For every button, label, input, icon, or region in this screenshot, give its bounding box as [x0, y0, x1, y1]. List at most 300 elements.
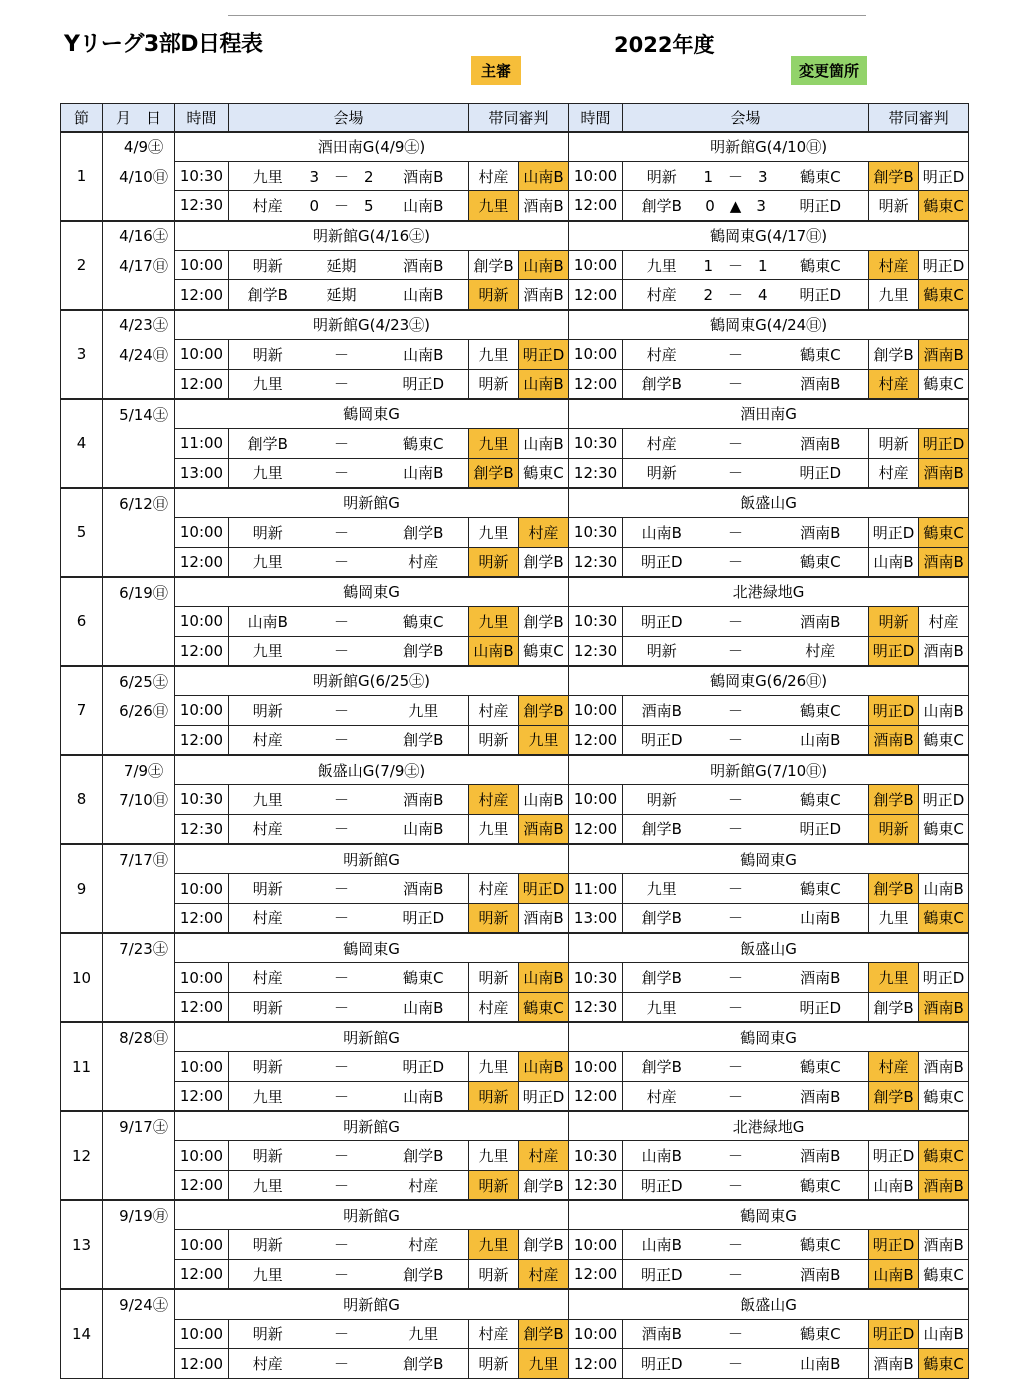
match-score: 1 － 1 [693, 250, 779, 280]
match-time: 10:00 [175, 517, 229, 547]
referee-2: 鶴東C [519, 636, 569, 666]
match-row [61, 1349, 969, 1379]
away-team: 鶴東C [385, 607, 469, 637]
away-team: 明正D [779, 814, 869, 844]
match-time: 10:00 [569, 785, 623, 815]
col-setsu: 節 [61, 104, 103, 132]
match-time: 10:00 [175, 1052, 229, 1082]
venue-right: 飯盛山G [569, 488, 969, 518]
match-time: 13:00 [175, 458, 229, 488]
home-team: 山南B [623, 1230, 693, 1260]
away-team: 酒南B [385, 250, 469, 280]
away-team: 酒南B [385, 874, 469, 904]
col-venue-left: 会場 [229, 104, 469, 132]
away-team: 酒南B [779, 607, 869, 637]
match-time: 12:00 [175, 1349, 229, 1379]
away-team: 山南B [385, 1082, 469, 1112]
away-team: 鶴東C [779, 696, 869, 726]
referee-2: 山南B [519, 785, 569, 815]
home-team: 創学B [229, 280, 299, 310]
venue-left: 明新館G [175, 1289, 569, 1319]
referee-2: 村産 [919, 607, 969, 637]
match-score: 2 － 4 [693, 280, 779, 310]
home-team: 明新 [229, 874, 299, 904]
match-score: － [693, 814, 779, 844]
venue-left: 明新館G [175, 1022, 569, 1052]
match-row [61, 785, 969, 815]
match-row [61, 963, 969, 993]
away-team: 村産 [779, 636, 869, 666]
home-team: 明新 [623, 636, 693, 666]
referee-1: 明新 [469, 1349, 519, 1379]
round-venue-row [61, 1022, 969, 1052]
referee-1: 明新 [469, 369, 519, 399]
referee-1: 九里 [869, 963, 919, 993]
venue-right: 鶴岡東G [569, 844, 969, 874]
venue-left: 明新館G [175, 488, 569, 518]
match-score: － [693, 1319, 779, 1349]
referee-2: 山南B [519, 428, 569, 458]
round-date-1: 7/17㊐ [103, 844, 175, 874]
match-time: 10:00 [175, 607, 229, 637]
away-team: 酒南B [779, 963, 869, 993]
match-row [61, 547, 969, 577]
away-team: 鶴東C [779, 1319, 869, 1349]
away-team: 明正D [779, 458, 869, 488]
round-date-2: 6/26㊐ [103, 696, 175, 726]
round-date-2 [103, 963, 175, 993]
referee-2: 酒南B [519, 280, 569, 310]
match-score: － [693, 1260, 779, 1290]
away-team: 明正D [779, 191, 869, 221]
match-score: － [693, 517, 779, 547]
match-score: － [299, 1260, 385, 1290]
match-score: － [693, 428, 779, 458]
match-time: 12:30 [569, 1171, 623, 1201]
match-score: － [299, 458, 385, 488]
top-rule [228, 15, 866, 16]
referee-2: 酒南B [919, 547, 969, 577]
match-score: 0 － 5 [299, 191, 385, 221]
match-score: － [693, 636, 779, 666]
home-team: 明新 [229, 1141, 299, 1171]
away-team: 酒南B [385, 785, 469, 815]
referee-2: 明正D [519, 339, 569, 369]
match-time: 10:30 [175, 161, 229, 191]
match-time: 12:00 [175, 725, 229, 755]
referee-2: 鶴東C [519, 458, 569, 488]
match-score: － [299, 1082, 385, 1112]
match-time: 12:30 [175, 191, 229, 221]
col-time-right: 時間 [569, 104, 623, 132]
match-score: － [693, 1141, 779, 1171]
round-date-2 [103, 1052, 175, 1082]
venue-left: 明新館G(4/16㊏) [175, 221, 569, 251]
referee-2: 明正D [919, 250, 969, 280]
venue-right: 酒田南G [569, 399, 969, 429]
match-score: － [299, 814, 385, 844]
referee-1: 創学B [869, 339, 919, 369]
referee-2: 山南B [519, 1052, 569, 1082]
referee-1: 酒南B [869, 725, 919, 755]
match-time: 10:30 [175, 785, 229, 815]
referee-2: 鶴東C [919, 903, 969, 933]
away-team: 鶴東C [779, 547, 869, 577]
match-score: － [693, 874, 779, 904]
match-row [61, 517, 969, 547]
round-date-1: 7/23㊏ [103, 933, 175, 963]
match-time: 12:00 [175, 1082, 229, 1112]
round-date-1: 4/16㊏ [103, 221, 175, 251]
match-time: 12:00 [569, 725, 623, 755]
referee-2: 村産 [519, 1141, 569, 1171]
match-row [61, 1171, 969, 1201]
referee-1: 山南B [869, 547, 919, 577]
match-row [61, 874, 969, 904]
referee-1: 九里 [469, 1230, 519, 1260]
referee-2: 創学B [519, 547, 569, 577]
home-team: 九里 [229, 1260, 299, 1290]
home-team: 九里 [229, 369, 299, 399]
referee-2: 鶴東C [919, 191, 969, 221]
home-team: 明新 [229, 1319, 299, 1349]
match-score: － [299, 1319, 385, 1349]
home-team: 村産 [623, 428, 693, 458]
match-time: 12:00 [175, 903, 229, 933]
away-team: 創学B [385, 1141, 469, 1171]
home-team: 明正D [623, 1260, 693, 1290]
referee-1: 明新 [869, 428, 919, 458]
round-date-1: 6/25㊏ [103, 666, 175, 696]
round-date-2 [103, 517, 175, 547]
match-score: － [299, 992, 385, 1022]
venue-right: 明新館G(4/10㊐) [569, 132, 969, 162]
away-team: 明正D [385, 903, 469, 933]
match-score: － [299, 1171, 385, 1201]
round-venue-row [61, 844, 969, 874]
referee-1: 九里 [869, 280, 919, 310]
referee-2: 山南B [919, 696, 969, 726]
referee-2: 酒南B [519, 191, 569, 221]
referee-1: 九里 [469, 1141, 519, 1171]
home-team: 創学B [623, 1052, 693, 1082]
home-team: 明正D [623, 547, 693, 577]
venue-right: 飯盛山G [569, 1289, 969, 1319]
match-score: 延期 [299, 250, 385, 280]
venue-left: 鶴岡東G [175, 577, 569, 607]
round-venue-row [61, 1289, 969, 1319]
match-score: － [299, 1052, 385, 1082]
round-date-3 [103, 814, 175, 844]
referee-1: 明正D [869, 636, 919, 666]
venue-left: 鶴岡東G [175, 399, 569, 429]
match-score: － [299, 696, 385, 726]
round-date-2 [103, 874, 175, 904]
home-team: 創学B [623, 963, 693, 993]
match-row [61, 1230, 969, 1260]
home-team: 明新 [229, 992, 299, 1022]
away-team: 鶴東C [779, 1052, 869, 1082]
home-team: 九里 [229, 547, 299, 577]
match-score: － [299, 874, 385, 904]
round-date-3 [103, 636, 175, 666]
match-row [61, 280, 969, 310]
referee-1: 明正D [869, 696, 919, 726]
referee-1: 九里 [469, 607, 519, 637]
referee-2: 酒南B [919, 1052, 969, 1082]
match-score: － [693, 607, 779, 637]
match-time: 10:30 [569, 428, 623, 458]
venue-left: 酒田南G(4/9㊏) [175, 132, 569, 162]
home-team: 明新 [623, 161, 693, 191]
away-team: 山南B [385, 191, 469, 221]
away-team: 創学B [385, 636, 469, 666]
home-team: 明新 [229, 1230, 299, 1260]
venue-right: 鶴岡東G(4/24㊐) [569, 310, 969, 340]
home-team: 村産 [623, 1082, 693, 1112]
referee-1: 明正D [869, 517, 919, 547]
round-date-2 [103, 1319, 175, 1349]
away-team: 鶴東C [779, 1171, 869, 1201]
referee-1: 九里 [469, 814, 519, 844]
match-score: － [693, 903, 779, 933]
match-time: 10:00 [569, 161, 623, 191]
away-team: 村産 [385, 547, 469, 577]
home-team: 村産 [623, 280, 693, 310]
away-team: 山南B [385, 280, 469, 310]
referee-1: 九里 [469, 428, 519, 458]
referee-1: 村産 [869, 1052, 919, 1082]
home-team: 創学B [229, 428, 299, 458]
round-venue-row [61, 132, 969, 162]
match-score: － [299, 607, 385, 637]
referee-2: 山南B [919, 874, 969, 904]
referee-2: 創学B [519, 1171, 569, 1201]
round-number: 1 [61, 132, 103, 221]
referee-1: 明新 [469, 547, 519, 577]
referee-2: 九里 [519, 725, 569, 755]
referee-1: 明新 [469, 1260, 519, 1290]
away-team: 山南B [385, 339, 469, 369]
round-date-3 [103, 369, 175, 399]
match-time: 11:00 [175, 428, 229, 458]
venue-right: 明新館G(7/10㊐) [569, 755, 969, 785]
away-team: 鶴東C [385, 963, 469, 993]
away-team: 創学B [385, 517, 469, 547]
referee-2: 創学B [519, 607, 569, 637]
schedule-table [60, 103, 969, 1379]
referee-2: 鶴東C [919, 725, 969, 755]
home-team: 九里 [229, 785, 299, 815]
match-score: － [299, 785, 385, 815]
season-year: 2022年度 [614, 33, 715, 57]
away-team: 山南B [779, 903, 869, 933]
venue-right: 鶴岡東G [569, 1200, 969, 1230]
match-score: － [299, 1349, 385, 1379]
match-time: 10:00 [569, 1319, 623, 1349]
col-time-left: 時間 [175, 104, 229, 132]
round-date-3 [103, 1171, 175, 1201]
round-number: 5 [61, 488, 103, 577]
round-venue-row [61, 1200, 969, 1230]
match-row [61, 339, 969, 369]
match-time: 12:00 [175, 369, 229, 399]
referee-1: 創学B [869, 1082, 919, 1112]
match-row [61, 191, 969, 221]
match-row [61, 725, 969, 755]
match-row [61, 607, 969, 637]
match-score: － [693, 1082, 779, 1112]
away-team: 酒南B [779, 1082, 869, 1112]
away-team: 酒南B [779, 1260, 869, 1290]
home-team: 村産 [229, 191, 299, 221]
home-team: 九里 [229, 636, 299, 666]
round-date-2: 7/10㊐ [103, 785, 175, 815]
home-team: 明新 [229, 339, 299, 369]
venue-right: 北港緑地G [569, 1111, 969, 1141]
round-date-2: 4/17㊐ [103, 250, 175, 280]
away-team: 山南B [385, 992, 469, 1022]
round-venue-row [61, 755, 969, 785]
referee-1: 明正D [869, 1319, 919, 1349]
match-row [61, 1082, 969, 1112]
match-row [61, 161, 969, 191]
round-date-1: 9/24㊏ [103, 1289, 175, 1319]
away-team: 創学B [385, 725, 469, 755]
home-team: 明新 [229, 696, 299, 726]
referee-2: 山南B [519, 250, 569, 280]
referee-2: 明正D [919, 428, 969, 458]
home-team: 創学B [623, 903, 693, 933]
match-time: 10:00 [175, 339, 229, 369]
referee-2: 酒南B [919, 458, 969, 488]
home-team: 明新 [229, 1052, 299, 1082]
away-team: 創学B [385, 1349, 469, 1379]
match-score: 3 － 2 [299, 161, 385, 191]
referee-1: 山南B [469, 636, 519, 666]
venue-right: 鶴岡東G [569, 1022, 969, 1052]
match-score: － [299, 517, 385, 547]
referee-1: 九里 [869, 903, 919, 933]
match-row [61, 992, 969, 1022]
referee-1: 明新 [469, 1082, 519, 1112]
referee-2: 鶴東C [919, 1349, 969, 1379]
match-score: 延期 [299, 280, 385, 310]
round-number: 6 [61, 577, 103, 666]
match-time: 12:30 [569, 992, 623, 1022]
venue-left: 明新館G(6/25㊏) [175, 666, 569, 696]
round-venue-row [61, 399, 969, 429]
match-time: 10:00 [569, 339, 623, 369]
referee-1: 明新 [869, 191, 919, 221]
match-time: 10:00 [175, 963, 229, 993]
referee-1: 村産 [469, 874, 519, 904]
round-date-3 [103, 458, 175, 488]
referee-2: 山南B [519, 963, 569, 993]
match-time: 12:30 [569, 636, 623, 666]
round-venue-row [61, 221, 969, 251]
round-date-3 [103, 547, 175, 577]
referee-2: 鶴東C [919, 1082, 969, 1112]
match-time: 12:30 [569, 547, 623, 577]
away-team: 鶴東C [779, 161, 869, 191]
round-date-1: 4/9㊏ [103, 132, 175, 162]
referee-2: 創学B [519, 1319, 569, 1349]
match-time: 10:00 [569, 1052, 623, 1082]
away-team: 山南B [779, 1349, 869, 1379]
match-time: 10:00 [175, 250, 229, 280]
referee-1: 明正D [869, 1141, 919, 1171]
referee-2: 鶴東C [919, 1141, 969, 1171]
round-number: 7 [61, 666, 103, 755]
match-row [61, 369, 969, 399]
referee-1: 村産 [869, 458, 919, 488]
match-score: － [299, 725, 385, 755]
venue-left: 明新館G(4/23㊏) [175, 310, 569, 340]
round-date-3 [103, 992, 175, 1022]
col-ref-left: 帯同審判 [469, 104, 569, 132]
home-team: 村産 [623, 339, 693, 369]
referee-1: 村産 [469, 992, 519, 1022]
round-number: 2 [61, 221, 103, 310]
away-team: 鶴東C [779, 339, 869, 369]
match-time: 10:00 [175, 874, 229, 904]
away-team: 創学B [385, 1260, 469, 1290]
match-score: － [299, 1141, 385, 1171]
away-team: 明正D [779, 992, 869, 1022]
round-date-3 [103, 1082, 175, 1112]
round-date-1: 9/19㊊ [103, 1200, 175, 1230]
referee-1: 村産 [869, 369, 919, 399]
round-date-2 [103, 1141, 175, 1171]
round-date-3 [103, 1349, 175, 1379]
match-score: － [693, 785, 779, 815]
referee-2: 明正D [919, 161, 969, 191]
referee-1: 九里 [469, 517, 519, 547]
referee-1: 九里 [469, 339, 519, 369]
round-number: 3 [61, 310, 103, 399]
match-time: 12:00 [175, 1260, 229, 1290]
match-time: 10:00 [569, 696, 623, 726]
match-time: 12:00 [175, 636, 229, 666]
away-team: 九里 [385, 696, 469, 726]
venue-left: 飯盛山G(7/9㊏) [175, 755, 569, 785]
referee-2: 鶴東C [919, 369, 969, 399]
round-date-1: 5/14㊏ [103, 399, 175, 429]
round-venue-row [61, 310, 969, 340]
round-venue-row [61, 488, 969, 518]
match-score: － [693, 458, 779, 488]
match-score: － [299, 369, 385, 399]
home-team: 村産 [229, 1349, 299, 1379]
home-team: 山南B [623, 517, 693, 547]
match-score: － [299, 547, 385, 577]
referee-2: 酒南B [919, 636, 969, 666]
match-time: 12:00 [569, 1349, 623, 1379]
round-number: 14 [61, 1289, 103, 1378]
round-date-2 [103, 607, 175, 637]
referee-1: 明新 [869, 814, 919, 844]
round-number: 9 [61, 844, 103, 933]
away-team: 鶴東C [779, 1230, 869, 1260]
match-time: 12:00 [569, 280, 623, 310]
match-score: － [299, 428, 385, 458]
referee-1: 明新 [469, 280, 519, 310]
referee-1: 村産 [469, 696, 519, 726]
home-team: 村産 [229, 963, 299, 993]
match-score: － [693, 547, 779, 577]
match-time: 10:30 [569, 517, 623, 547]
